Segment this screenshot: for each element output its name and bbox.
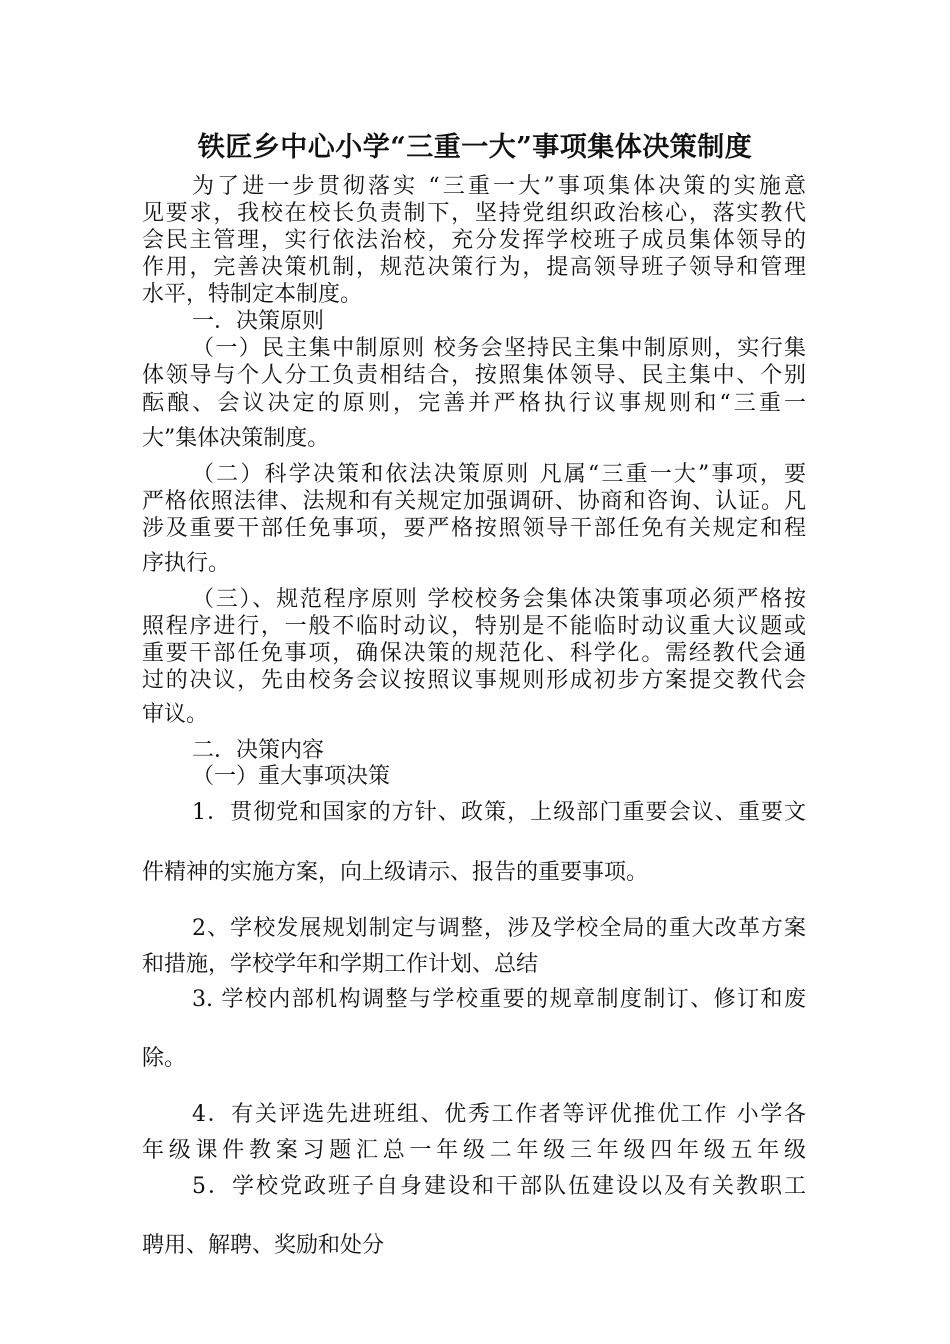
paragraph-line: 体领导与个人分工负责相结合，按照集体领导、民主集中、个别 [142,363,806,388]
paragraph-line: 会民主管理，实行依法治校，充分发挥学校班子成员集体领导的 [142,228,806,253]
paragraph-line: 为了进一步贯彻落实 “三重一大”事项集体决策的实施意 [192,174,806,199]
paragraph-line: 审议。 [142,702,209,727]
paragraph-line: （二）科学决策和依法决策原则 凡属“三重一大”事项，要 [192,462,806,487]
section-heading: 二．决策内容 [192,738,325,763]
subsection-heading: （一）重大事项决策 [192,764,391,789]
paragraph-line: 涉及重要干部任免事项，要严格按照领导干部任免有关规定和程 [142,516,806,541]
list-item-line: 3. 学校内部机构调整与学校重要的规章制度制订、修订和废 [192,987,806,1012]
paragraph-line: 严格依照法律、法规和有关规定加强调研、协商和咨询、认证。凡 [142,489,806,514]
list-item-line: 除。 [142,1046,187,1071]
list-item-line: 和措施，学校学年和学期工作计划、总结 [142,952,539,977]
paragraph-line: （一）民主集中制原则 校务会坚持民主集中制原则，实行集 [192,336,806,361]
paragraph-line: 水平，特制定本制度。 [142,282,363,307]
list-item-line: 件精神的实施方案，向上级请示、报告的重要事项。 [142,860,649,885]
paragraph-line: 序执行。 [142,551,231,576]
list-item-line: 5．学校党政班子自身建设和干部队伍建设以及有关教职工 [192,1174,806,1199]
paragraph-line: 酝酿、会议决定的原则，完善并严格执行议事规则和“三重一 [142,391,806,416]
section-heading: 一．决策原则 [192,309,325,334]
paragraph-line: （三）、规范程序原则 学校校务会集体决策事项必须严格按 [192,587,806,612]
list-item-line: 4．有关评选先进班组、优秀工作者等评优推优工作 小学各 [192,1102,806,1127]
list-item-line: 年级课件教案习题汇总一年级二年级三年级四年级五年级 [142,1138,806,1163]
list-item-line: 1．贯彻党和国家的方针、政策，上级部门重要会议、重要文 [192,800,806,825]
paragraph-line: 作用，完善决策机制，规范决策行为，提高领导班子领导和管理 [142,255,806,280]
document-title: 铁匠乡中心小学“三重一大”事项集体决策制度 [197,132,753,163]
paragraph-line: 照程序进行，一般不临时动议，特别是不能临时动议重大议题或 [142,614,806,639]
list-item-line: 聘用、解聘、奖励和处分 [142,1233,385,1258]
paragraph-line: 过的决议，先由校务会议按照议事规则形成初步方案提交教代会 [142,668,806,693]
paragraph-line: 重要干部任免事项，确保决策的规范化、科学化。需经教代会通 [142,641,806,666]
paragraph-line: 大”集体决策制度。 [142,426,330,451]
list-item-line: 2、学校发展规划制定与调整，涉及学校全局的重大改革方案 [192,916,806,941]
paragraph-line: 见要求，我校在校长负责制下，坚持党组织政治核心，落实教代 [142,201,806,226]
